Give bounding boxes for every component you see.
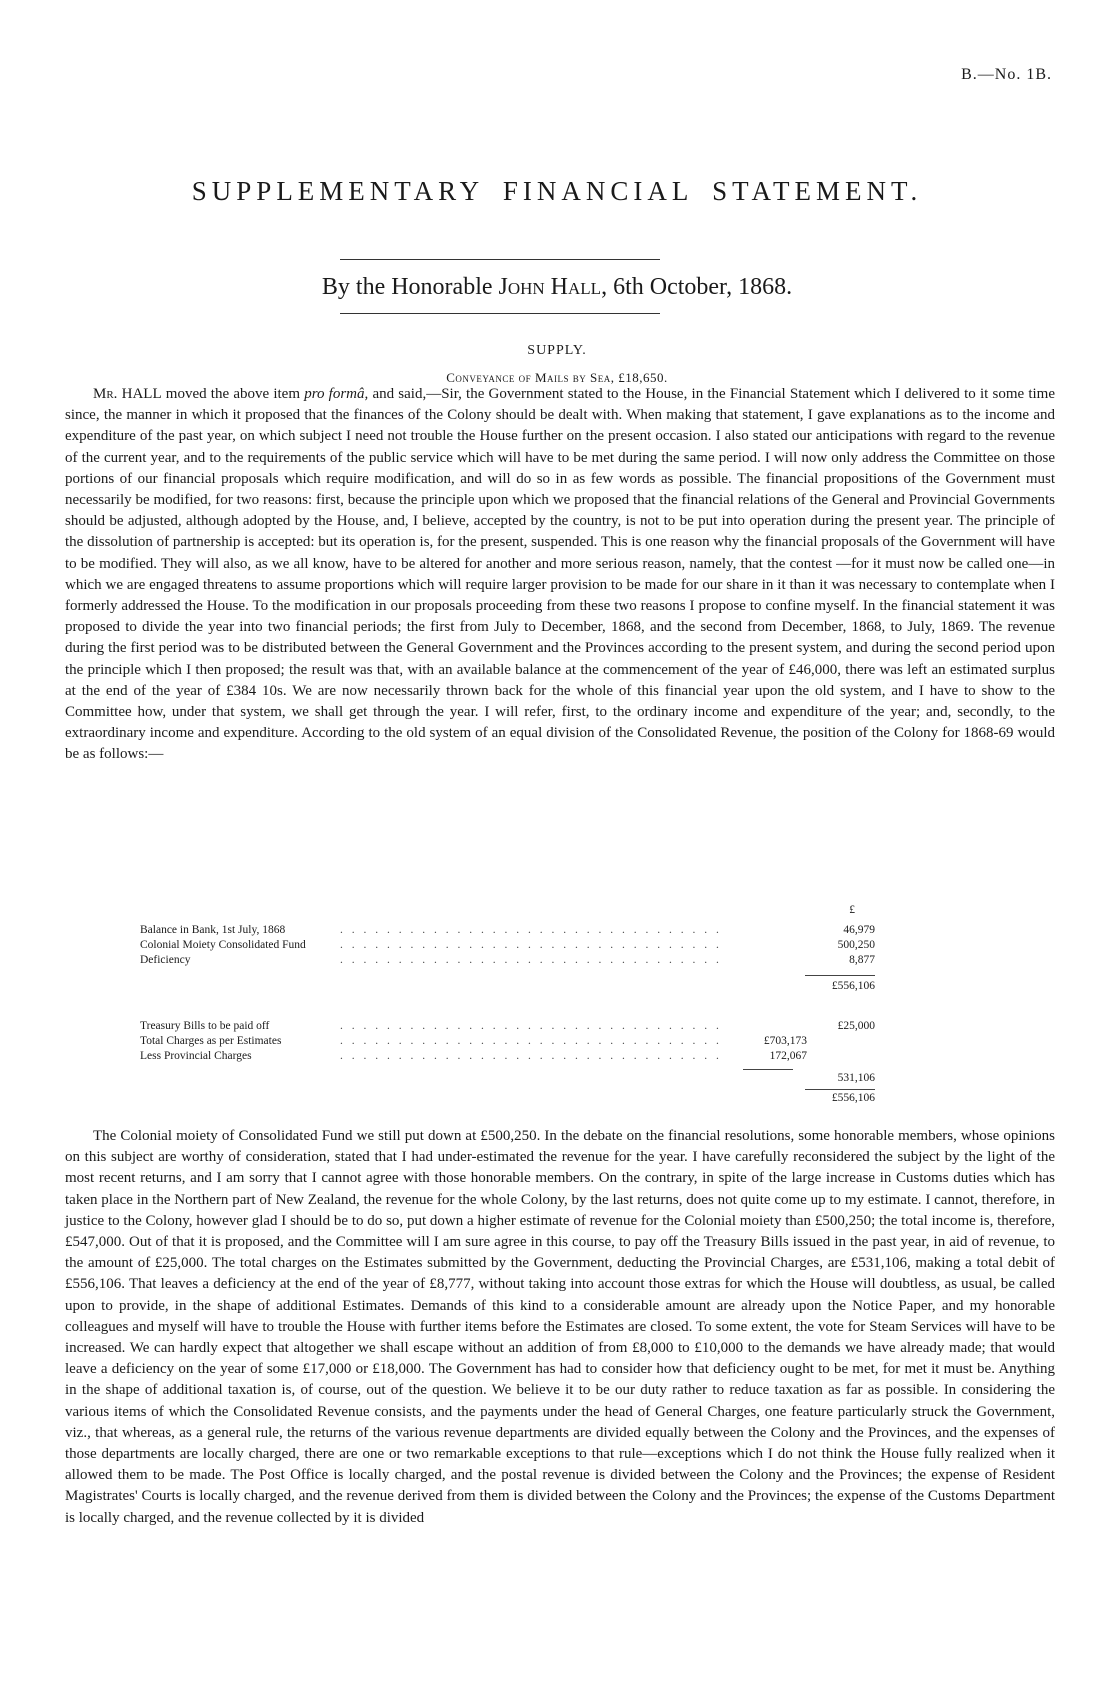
document-reference: B.—No. 1B. <box>961 66 1052 83</box>
section-subheading: Conveyance of Mails by Sea, £18,650. <box>446 370 668 385</box>
paragraph-1-text-a: moved the above item <box>161 386 305 402</box>
account-row-value: £25,000 <box>837 1020 875 1032</box>
byline-prefix: By the Honorable <box>321 274 499 300</box>
account-row-label: Colonial Moiety Consolidated Fund <box>140 939 306 951</box>
account-row-leader: . . . . . . . . . . . . . . . . . . . . . . . . . . . . . . . . . <box>340 939 722 951</box>
account-row-value: 8,877 <box>849 954 875 966</box>
account-row-label: Treasury Bills to be paid off <box>140 1020 270 1032</box>
account-row <box>140 924 875 939</box>
account-row <box>140 954 875 969</box>
account-total-row <box>140 980 875 995</box>
title-rule-top <box>340 259 660 260</box>
document-title: SUPPLEMENTARY FINANCIAL STATEMENT. <box>191 176 923 206</box>
account-row-leader: . . . . . . . . . . . . . . . . . . . . . . . . . . . . . . . . . <box>340 1050 722 1062</box>
account-net-row <box>140 1072 875 1087</box>
account-currency-row <box>140 904 875 919</box>
account-row-label: Deficiency <box>140 954 191 966</box>
account-total-row <box>140 1092 875 1107</box>
account-sum-rule <box>743 1069 793 1070</box>
account-row-value: 500,250 <box>837 939 875 951</box>
account-group1-total: £556,106 <box>831 980 875 992</box>
title-rule-bottom <box>340 313 660 314</box>
account-row-leader: . . . . . . . . . . . . . . . . . . . . . . . . . . . . . . . . . <box>340 924 722 936</box>
byline-name: John Hall <box>498 274 602 300</box>
account-row-leader: . . . . . . . . . . . . . . . . . . . . . . . . . . . . . . . . . <box>340 1035 722 1047</box>
paragraph-2: The Colonial moiety of Consolidated Fund we still put down at £500,250. In the debate on the financial resolutions, some honorable members, whose opinions on this subject are worthy of consideration, stated that I had under-estimated the revenue for the year. I have carefully reconsidered the subject by the light of the most recent returns, and I am sorry that I cannot agree with those honorable members. On the contrary, in spite of the large increase in Customs duties which has taken place in the Northern part of New Zealand, the revenue for the whole Colony, by the last returns, does not quite come up to my estimate. I cannot, therefore, in justice to the Colony, however glad I should be to do so, put down a higher estimate of revenue for the Colonial moiety than £500,250; the total income is, therefore, £547,000. Out of that it is proposed, and the Committee will I am sure agree in this course, to pay off the Treasury Bills issued in the past year, in aid of revenue, to the amount of £25,000. The total charges on the Estimates submitted by the Government, deducting the Provincial Charges, are £531,106, making a total debit of £556,106. That leaves a deficiency at the end of the year of £8,777, without taking into account those extras for which the House will doubtless, as usual, be called upon to provide, in the shape of additional Estimates. Demands of this kind to a considerable amount are already upon the Notice Paper, and my honorable colleagues and myself will have to trouble the House with further items before the Estimates are closed. To some extent, the vote for Steam Services will have to be increased. We can hardly expect that altogether we shall escape without an addition of from £8,000 to £10,000 to the demands we have already made; that would leave a deficiency on the year of some £17,000 or £18,000. The Government has had to consider how that deficiency ought to be met, for met it must be. Anything in the shape of additional taxation is, of course, out of the question. We believe it to be our duty rather to reduce taxation as far as possible. In considering the various items of which the Consolidated Revenue consists, and the payments under the head of General Charges, one feature particularly struck the Government, viz., that whereas, as a general rule, the returns of the various revenue departments are divided equally between the Colony and the Provinces, and the expenses of those departments are locally charged, there are one or two remarkable exceptions to that rule—exceptions which I do not think the House fully realized when it allowed them to be made. The Post Office is locally charged, and the postal revenue is divided between the Colony and the Provinces; the expense of Resident Magistrates' Courts is locally charged, and the revenue derived from them is divided between the Colony and the Provinces; the expense of the Customs Department is locally charged, and the revenue collected by it is divided <box>65 1128 1055 1526</box>
account-row-leader: . . . . . . . . . . . . . . . . . . . . . . . . . . . . . . . . . <box>340 954 722 966</box>
account-row-label: Less Provincial Charges <box>140 1050 252 1062</box>
paragraph-1-italic: pro formâ, <box>304 386 369 402</box>
account-row <box>140 1035 875 1050</box>
paragraph-1 <box>65 384 1055 766</box>
account-table <box>140 904 875 1114</box>
account-row-value: 46,979 <box>843 924 875 936</box>
account-row-mid-value: 172,067 <box>769 1050 807 1062</box>
account-sum-rule <box>805 1089 875 1090</box>
paragraph-1-text-b: and said,—Sir, the Government stated to the House, in the Financial Statement which I delivered to it some time since, the manner in which it proposed that the finances of the Colony should be dealt with. When making that statement, I gave explanations as to the income and expenditure of the past year, on which subject I need not trouble the House further on the present occasion. I also stated our anticipations with regard to the revenue of the current year, and to the requirements of the public service which will have to be met during the same period. I will now only address the Committee on those portions of our financial proposals which require modification, and will do so in as few words as possible. The financial propositions of the Government must necessarily be modified, for two reasons: first, because the principle upon which we proposed that the financial relations of the General and Provincial Governments should be adjusted, although adopted by the House, and, I believe, accepted by the country, is not to be put into operation during the present year. The principle of the dissolution of partnership is accepted: but its operation is, for the present, suspended. This is one reason why the financial proposals of the Government will have to be modified. They will also, as we all know, have to be altered for another and more serious reason, namely, that the contest —for it must now be called one—in which we are engaged threatens to assume proportions which will require larger provision to be made for our share in it than it was necessary to contemplate when I formerly addressed the House. To the modification in our proposals proceeding from these two reasons I propose to confine myself. In the financial statement it was proposed to divide the year into two financial periods; the first from July to December, 1868, and the second from December, 1868, to July, 1869. The revenue during the first period was to be distributed between the General Government and the Provinces according to the present system, and during the second period upon the principle which I then proposed; the result was that, with an available balance at the commencement of the year of £46,000, there was left an estimated surplus at the end of the year of £384 10s. We are now necessarily thrown back for the whole of this financial year upon the old system, and I have to show to the Committee how, under that system, we shall get through the year. I will refer, first, to the ordinary income and expenditure of the year; and, secondly, to the extraordinary income and expenditure. According to the old system of an equal division of the Consolidated Revenue, the position of the Colony for 1868-69 would be as follows:— <box>65 386 1055 763</box>
account-row <box>140 1020 875 1035</box>
speaker-name: Mr. HALL <box>93 386 162 402</box>
account-sum-rule <box>805 975 875 976</box>
account-row-label: Balance in Bank, 1st July, 1868 <box>140 924 286 936</box>
section-heading: SUPPLY. <box>527 343 587 358</box>
account-row-label: Total Charges as per Estimates <box>140 1035 282 1047</box>
byline-suffix: , 6th October, 1868. <box>601 274 793 300</box>
account-row-mid-value: £703,173 <box>763 1035 807 1047</box>
byline <box>0 274 1114 301</box>
account-row-leader: . . . . . . . . . . . . . . . . . . . . . . . . . . . . . . . . . <box>340 1020 722 1032</box>
account-row <box>140 939 875 954</box>
account-currency-header: £ <box>849 904 855 916</box>
account-row <box>140 1050 875 1065</box>
account-group2-total: £556,106 <box>831 1092 875 1104</box>
account-group2-net: 531,106 <box>837 1072 875 1084</box>
